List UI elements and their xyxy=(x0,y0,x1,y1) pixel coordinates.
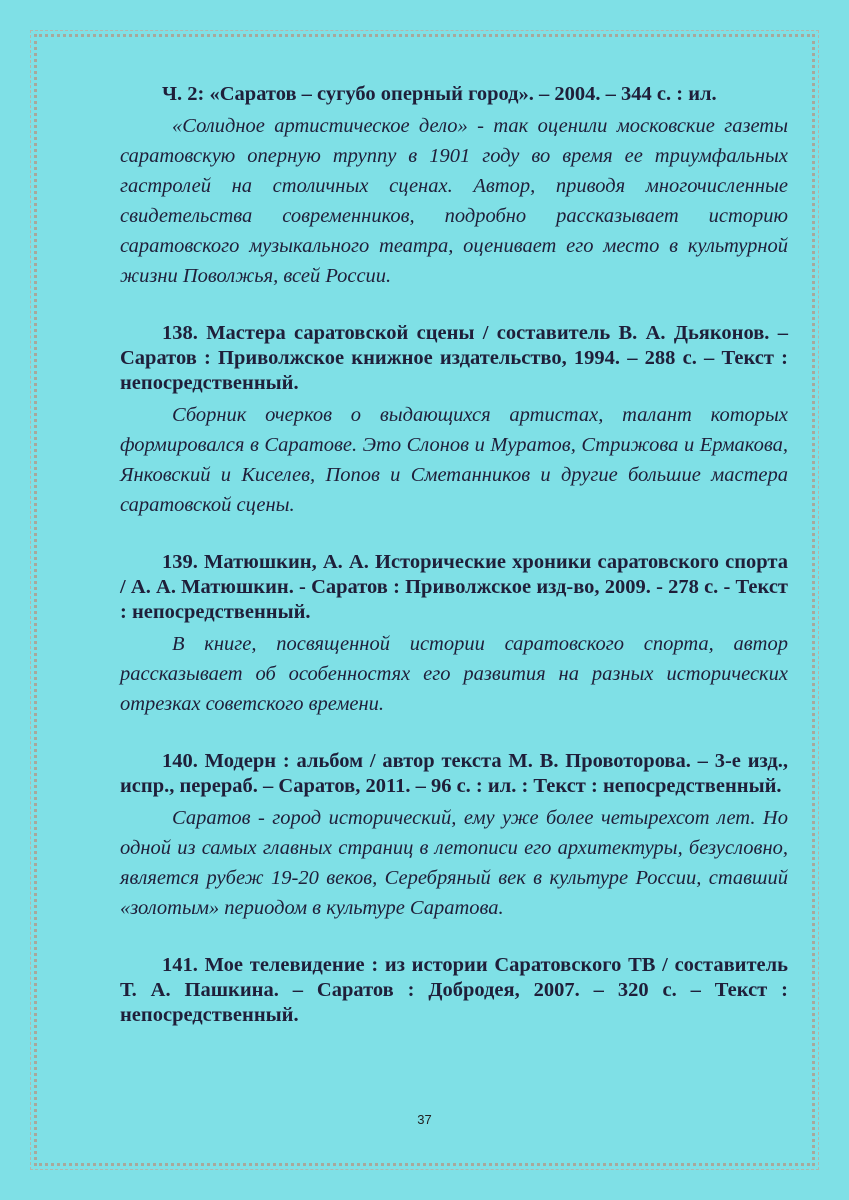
page-number: 37 xyxy=(417,1112,432,1127)
entry-description: Саратов - город исторический, ему уже более четырехсот лет. Но одной из самых главных страниц в летописи его архитектуры, безусловно, является рубеж 19-20 веков, Серебряный век в культуре России, ставший «золотым» периодом в культуре Саратова. xyxy=(120,807,788,919)
entry-141 xyxy=(120,953,788,1028)
entry-heading: 138. Мастера саратовской сцены / составитель В. А. Дьяконов. – Саратов : Приволжское книжное издательство, 1994. – 288 с. – Текст : непосредственный. xyxy=(120,322,788,394)
entry-140 xyxy=(120,749,788,923)
entry-heading: 140. Модерн : альбом / автор текста М. В. Провоторова. – 3-е изд., испр., перераб. – Саратов, 2011. – 96 с. : ил. : Текст : непосредственный. xyxy=(120,750,788,797)
entry-description: В книге, посвященной истории саратовского спорта, автор рассказывает об особенностях его развития на разных исторических отрезках советского времени. xyxy=(120,633,788,715)
entry-heading: Ч. 2: «Саратов – сугубо оперный город». – 2004. – 344 с. : ил. xyxy=(162,83,717,105)
entry-139 xyxy=(120,550,788,719)
entry-138 xyxy=(120,321,788,520)
entry-description: Сборник очерков о выдающихся артистах, талант которых формировался в Саратове. Это Слонов и Муратов, Стрижова и Ермакова, Янковский и Киселев, Попов и Сметанников и другие большие мастера саратовской сцены. xyxy=(120,404,788,516)
entry-description: «Солидное артистическое дело» - так оценили московские газеты саратовскую оперную труппу в 1901 году во время ее триумфальных гастролей на столичных сценах. Автор, приводя многочисленные свидетельства современников, подробно рассказывает историю саратовского музыкального театра, оценивает его место в культурной жизни Поволжья, всей России. xyxy=(120,115,788,287)
entry-heading: 141. Мое телевидение : из истории Саратовского ТВ / составитель Т. А. Пашкина. – Саратов : Добродея, 2007. – 320 с. – Текст : непосредственный. xyxy=(120,954,788,1026)
entry-opera-city xyxy=(120,82,788,291)
entry-heading: 139. Матюшкин, А. А. Исторические хроники саратовского спорта / А. А. Матюшкин. - Саратов : Приволжское изд-во, 2009. - 278 с. - Текст : непосредственный. xyxy=(120,551,788,623)
document-body xyxy=(120,82,788,1058)
